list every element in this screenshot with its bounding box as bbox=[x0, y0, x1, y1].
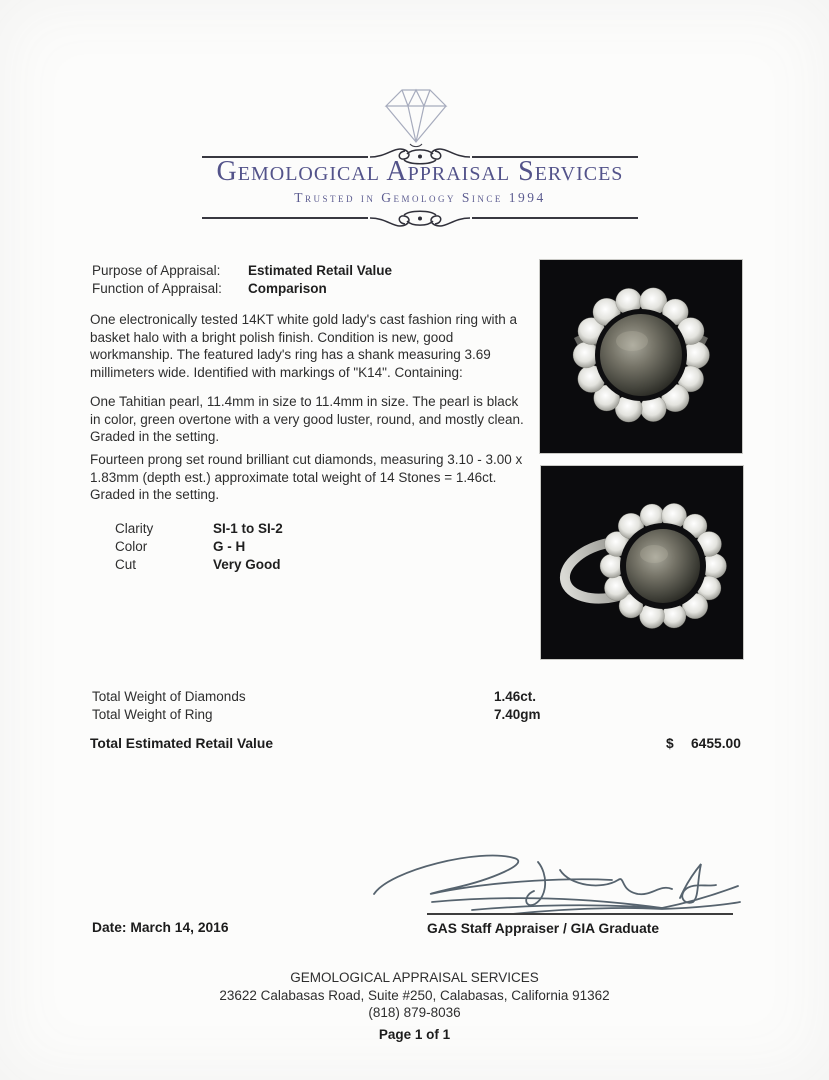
clarity-value: SI-1 to SI-2 bbox=[213, 521, 283, 536]
total-weight-ring-value: 7.40gm bbox=[494, 706, 541, 722]
company-title: Gemological Appraisal Services bbox=[216, 156, 624, 187]
description-paragraph-pearl: One Tahitian pearl, 11.4mm in size to 11.4mm in size. The pearl is black in color, green overtone with a very good luster, round, and mostly clean. Graded in the setting. bbox=[90, 394, 524, 445]
function-value: Comparison bbox=[248, 281, 327, 296]
description-paragraph-diamonds: Fourteen prong set round brilliant cut diamonds, measuring 3.10 - 3.00 x 1.83mm (depth est.) approximate total weight of 14 Stones = 1.46ct. Graded in the setting. bbox=[90, 452, 523, 503]
appraisal-date: Date: March 14, 2016 bbox=[92, 920, 229, 935]
color-label: Color bbox=[115, 538, 148, 554]
ring-photo-side-view bbox=[541, 466, 743, 659]
signature-line bbox=[427, 913, 733, 915]
signer-title: GAS Staff Appraiser / GIA Graduate bbox=[427, 921, 660, 936]
weight-totals-block bbox=[92, 688, 541, 723]
function-label: Function of Appraisal: bbox=[92, 281, 222, 296]
footer-address: 23622 Calabasas Road, Suite #250, Calabasas, California 91362 bbox=[219, 987, 610, 1003]
header-flourish-bottom-icon bbox=[200, 207, 640, 229]
ring-photo-top-view bbox=[540, 260, 742, 453]
total-weight-diamonds-value: 1.46ct. bbox=[494, 689, 537, 704]
appraisal-info-block bbox=[92, 262, 392, 298]
grading-row-clarity bbox=[115, 520, 283, 538]
diamond-grading-table bbox=[115, 520, 283, 573]
cut-value: Very Good bbox=[213, 556, 281, 572]
retail-currency-symbol: $ bbox=[666, 736, 674, 751]
clarity-label: Clarity bbox=[115, 521, 154, 536]
function-row bbox=[92, 280, 392, 298]
total-weight-ring-row bbox=[92, 706, 541, 724]
grading-row-cut bbox=[115, 556, 283, 574]
appraiser-signature bbox=[362, 836, 742, 916]
total-weight-diamonds-label: Total Weight of Diamonds bbox=[92, 689, 246, 704]
footer-company: GEMOLOGICAL APPRAISAL SERVICES bbox=[290, 970, 539, 985]
total-weight-diamonds-row bbox=[92, 688, 541, 706]
purpose-value: Estimated Retail Value bbox=[248, 263, 393, 278]
grading-row-color bbox=[115, 538, 283, 556]
page-number: Page 1 of 1 bbox=[378, 1026, 451, 1042]
purpose-row bbox=[92, 262, 392, 280]
footer-block bbox=[0, 969, 829, 1043]
cut-label: Cut bbox=[115, 556, 137, 572]
footer-phone: (818) 879-8036 bbox=[368, 1005, 461, 1021]
retail-value-label: Total Estimated Retail Value bbox=[90, 736, 273, 751]
description-paragraph-ring: One electronically tested 14KT white gold lady's cast fashion ring with a basket halo with a bright polish finish. Condition is new, good workmanship. The featured lady's ring has a shank measuring 3.69 millimeters wide. Identified with markings of "K14". Containing: bbox=[90, 312, 518, 380]
diamond-logo-icon bbox=[368, 84, 464, 148]
purpose-label: Purpose of Appraisal: bbox=[92, 263, 221, 278]
retail-value-amount: 6455.00 bbox=[691, 736, 741, 751]
color-value: G - H bbox=[213, 538, 246, 554]
total-weight-ring-label: Total Weight of Ring bbox=[92, 706, 213, 722]
company-tagline: Trusted in Gemology Since 1994 bbox=[294, 190, 546, 205]
